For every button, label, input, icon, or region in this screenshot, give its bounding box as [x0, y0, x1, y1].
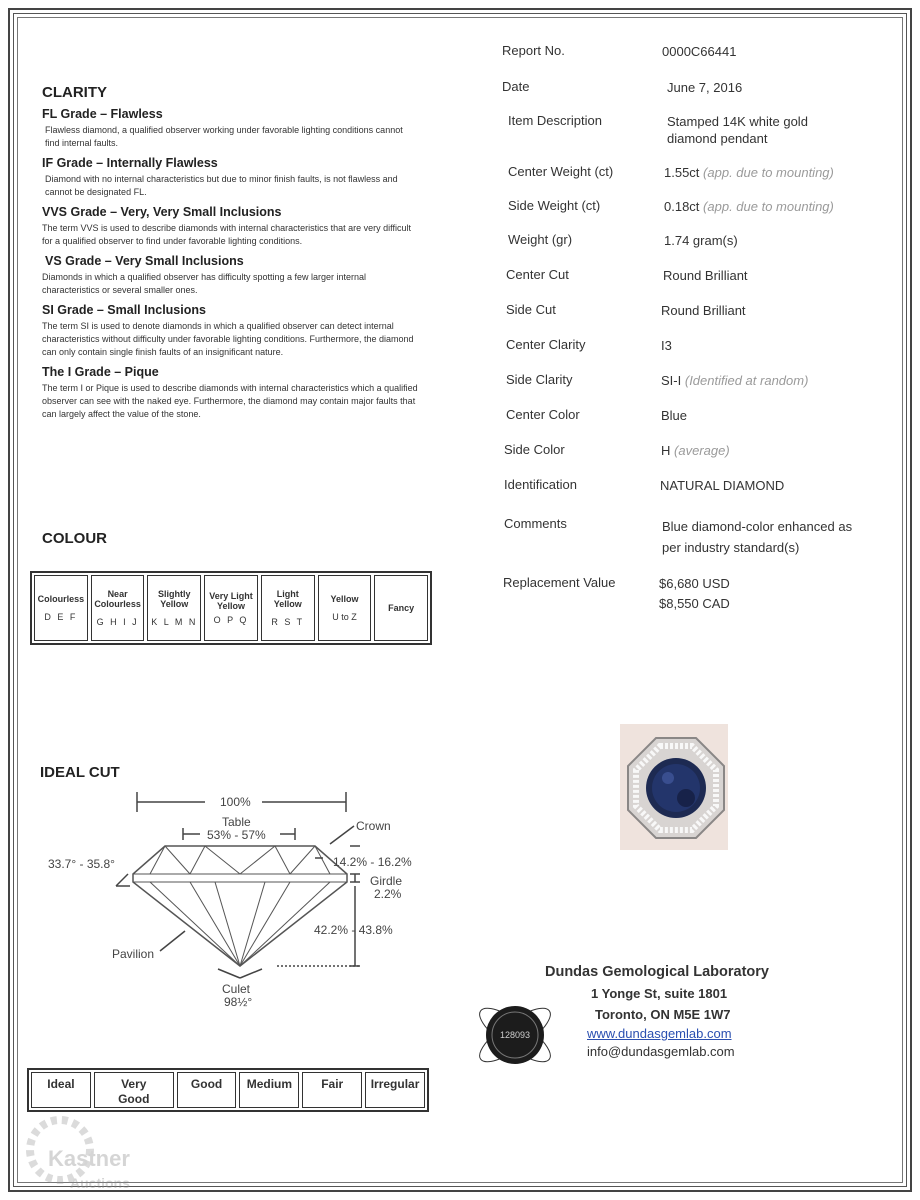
- cut-label-pavilion-depth: 42.2% - 43.8%: [314, 923, 393, 937]
- cut-label-culet: Culet: [222, 982, 251, 996]
- colour-cell: [147, 575, 201, 641]
- colour-cell-name: Light Yellow: [273, 589, 302, 609]
- replacement-cad: $8,550 CAD: [659, 596, 730, 611]
- colour-cell-name: Colourless: [37, 594, 85, 604]
- colour-cell-name: Near Colourless: [94, 589, 141, 609]
- report-label: Comments: [504, 516, 567, 531]
- cut-label-table-range: 53% - 57%: [207, 828, 266, 842]
- cut-label-culet-pct: 98½°: [224, 995, 253, 1009]
- grade-title-si: SI Grade – Small Inclusions: [42, 303, 206, 317]
- report-value: [664, 198, 874, 215]
- report-label: Side Color: [504, 442, 565, 457]
- ideal-cut-title: IDEAL CUT: [40, 764, 120, 781]
- report-value: 0000C66441: [662, 44, 737, 59]
- report-label: Center Cut: [506, 267, 569, 282]
- report-label: Center Color: [506, 407, 580, 422]
- grade-title-vvs: VVS Grade – Very, Very Small Inclusions: [42, 205, 282, 219]
- lab-name: Dundas Gemological Laboratory: [545, 964, 769, 980]
- cut-label-crown: Crown: [356, 819, 391, 833]
- colour-cell-grades: G H I J: [96, 617, 139, 627]
- diamond-cut-diagram: [40, 786, 430, 1016]
- report-label: Side Weight (ct): [508, 198, 601, 213]
- replacement-usd: $6,680 USD: [659, 576, 730, 591]
- report-value-text: 0.18ct: [664, 199, 700, 214]
- diamond-outline: [133, 846, 347, 966]
- clarity-title: CLARITY: [42, 84, 107, 101]
- report-value: Blue diamond-color enhanced as per industry standard(s): [662, 519, 853, 555]
- report-value: NATURAL DIAMOND: [660, 478, 785, 493]
- grade-title-vs: VS Grade – Very Small Inclusions: [45, 254, 244, 268]
- report-value: 1.74 gram(s): [664, 233, 738, 248]
- colour-cell-name: Fancy: [388, 603, 415, 613]
- colour-title: COLOUR: [42, 530, 107, 547]
- colour-cell: [91, 575, 145, 641]
- report-value: I3: [661, 338, 672, 353]
- grade-desc-fl: Flawless diamond, a qualified observer working under favorable lighting conditions cannot find internal faults.: [45, 125, 403, 148]
- report-value: [661, 442, 871, 459]
- cut-label-crown-angle: 33.7° - 35.8°: [48, 857, 115, 871]
- cut-label-table: Table: [222, 815, 251, 829]
- grade-title-i: The I Grade – Pique: [42, 365, 159, 379]
- report-label: Report No.: [502, 43, 565, 58]
- grade-desc-si: The term SI is used to denote diamonds in which a qualified observer can detect internal characteristics without difficulty under favorable lighting conditions. Furthermore, the diamond can only contain single finish faults of an insignificant nature.: [42, 321, 414, 357]
- grade-desc-i: The term I or Pique is used to describe diamonds with internal characteristics which a qualified observer can see with the naked eye. Furthermore, the diamond may contain major faults that can largely affect the value of the stone.: [42, 383, 418, 419]
- lab-email: info@dundasgemlab.com: [587, 1044, 735, 1059]
- colour-cell: [261, 575, 315, 641]
- report-label: Weight (gr): [508, 232, 573, 247]
- seal-number: 128093: [499, 1030, 531, 1040]
- colour-cell: [374, 575, 428, 641]
- cut-label-girdle-pct: 2.2%: [374, 887, 402, 901]
- report-note: (average): [674, 443, 730, 458]
- clarity-section: [42, 84, 432, 421]
- grade-title-if: IF Grade – Internally Flawless: [42, 156, 218, 170]
- colour-scale-table: [30, 571, 432, 645]
- cut-label-crown-height: 14.2% - 16.2%: [333, 855, 412, 869]
- lab-address-line1: 1 Yonge St, suite 1801: [591, 986, 728, 1001]
- report-value: Stamped 14K white gold diamond pendant: [667, 114, 808, 146]
- cut-grade-cell: Medium: [239, 1072, 299, 1108]
- cut-grade-table: [27, 1068, 429, 1112]
- watermark-text-1: Kastner: [48, 1146, 130, 1171]
- grade-desc-if: Diamond with no internal characteristics but due to minor finish faults, is not flawless and cannot be designated FL.: [45, 174, 398, 197]
- report-note: (app. due to mounting): [703, 199, 834, 214]
- colour-cell-name: Very Light Yellow: [209, 591, 253, 611]
- colour-cell: [34, 575, 88, 641]
- report-value: [664, 164, 874, 181]
- cut-grade-cell: Very Good: [94, 1072, 174, 1108]
- colour-cell-name: Slightly Yellow: [158, 589, 191, 609]
- report-label: Center Weight (ct): [508, 164, 614, 179]
- grade-desc-vs: Diamonds in which a qualified observer has difficulty spotting a few larger internal characteristics or several smaller ones.: [42, 272, 367, 295]
- cut-grade-cell: Fair: [302, 1072, 362, 1108]
- cut-grade-cell: Good: [177, 1072, 237, 1108]
- grade-title-fl: FL Grade – Flawless: [42, 107, 163, 121]
- lab-address-line2: Toronto, ON M5E 1W7: [595, 1007, 731, 1022]
- cut-label-girdle: Girdle: [370, 874, 403, 888]
- report-label: Side Cut: [506, 302, 556, 317]
- report-value: Blue: [661, 408, 688, 423]
- report-label: Identification: [504, 477, 577, 492]
- report-value: Round Brilliant: [661, 303, 746, 318]
- cut-grade-cell: Irregular: [365, 1072, 425, 1108]
- colour-cell: [318, 575, 372, 641]
- colour-cell-grades: U to Z: [332, 612, 357, 622]
- colour-cell-grades: D E F: [44, 612, 78, 622]
- colour-cell-grades: O P Q: [213, 615, 249, 625]
- pendant-photo: [620, 724, 728, 850]
- cut-label-width: 100%: [220, 795, 251, 809]
- watermark-text-2: Auctions: [70, 1175, 130, 1191]
- replacement-label: Replacement Value: [503, 575, 616, 590]
- report-value-text: 1.55ct: [664, 165, 700, 180]
- kastner-auctions-watermark: [18, 1108, 148, 1192]
- lab-info: [545, 964, 769, 1059]
- cut-label-pavilion: Pavilion: [112, 947, 155, 961]
- report-label: Side Clarity: [506, 372, 573, 387]
- report-value: Round Brilliant: [663, 268, 748, 283]
- colour-cell-grades: K L M N: [151, 617, 198, 627]
- report-value: [661, 372, 871, 389]
- report-label: Center Clarity: [506, 337, 586, 352]
- report-value-text: H: [661, 443, 671, 458]
- report-note: (app. due to mounting): [703, 165, 834, 180]
- report-label: Item Description: [508, 113, 602, 128]
- colour-cell-name: Yellow: [330, 594, 359, 604]
- report-note: (Identified at random): [684, 373, 809, 388]
- lab-website-link[interactable]: www.dundasgemlab.com: [587, 1026, 732, 1041]
- report-label: Date: [502, 79, 530, 94]
- report-value: June 7, 2016: [667, 80, 743, 95]
- grade-desc-vvs: The term VVS is used to describe diamonds with internal characteristics that are very difficult for a qualified observer to find under favorable lighting conditions.: [42, 223, 411, 246]
- cut-grade-cell: Ideal: [31, 1072, 91, 1108]
- colour-cell: [204, 575, 258, 641]
- colour-cell-grades: R S T: [271, 617, 305, 627]
- report-value-text: SI-I: [661, 373, 682, 388]
